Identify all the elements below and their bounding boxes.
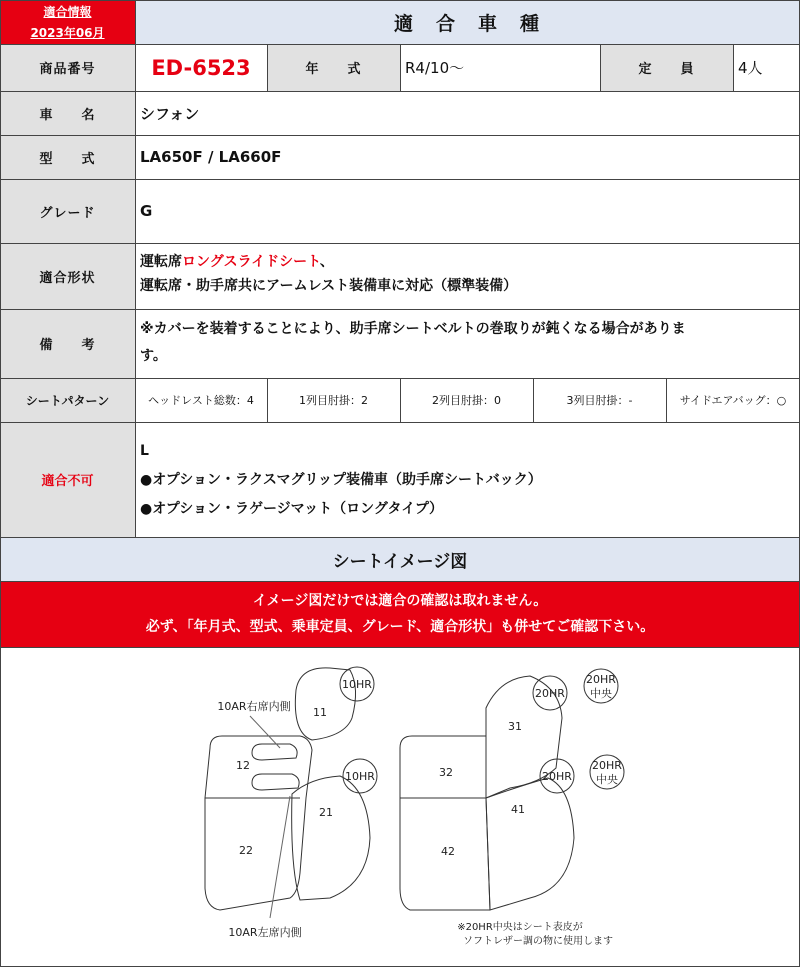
product-code-label: 商品番号 — [0, 44, 135, 91]
capacity-value: 4人 — [738, 59, 763, 77]
rear-seat — [400, 669, 624, 910]
grade-value: G — [140, 202, 153, 220]
incompatible-line2: ●オプション・ラクスマグリップ装備車（助手席シートバック） — [140, 472, 542, 488]
seat-diagram — [0, 648, 800, 966]
pattern-side-airbag: サイドエアバッグ：○ — [679, 394, 787, 407]
shape-post: 、 — [319, 254, 334, 270]
pattern-row1-armrest: 1列目肘掛：2 — [299, 394, 368, 407]
rear-center1b: 中央 — [590, 687, 612, 700]
warning-banner — [0, 581, 800, 647]
front-n21: 21 — [319, 806, 333, 819]
rear-n32: 32 — [439, 766, 453, 779]
front-n22: 22 — [239, 844, 253, 857]
shape-line1 — [140, 250, 790, 274]
product-code: ED-6523 — [151, 55, 251, 80]
rear-note1: ※20HR中央はシート表皮が — [457, 922, 583, 933]
rear-center2b: 中央 — [596, 773, 618, 786]
incompatible-value — [140, 437, 795, 524]
rear-hr1-label: 20HR — [535, 687, 565, 700]
front-hr2-label: 10HR — [345, 770, 375, 783]
remarks-line1: ※カバーを装着することにより、助手席シートベルトの巻取りが鈍くなる場合がありま — [140, 321, 686, 337]
shape-label: 適合形状 — [0, 243, 135, 309]
capacity-label: 定 員 — [600, 44, 733, 91]
front-n12: 12 — [236, 759, 250, 772]
front-n11: 11 — [313, 706, 327, 719]
shape-pre: 運転席 — [140, 254, 182, 270]
front-ar-left: 10AR左席内側 — [228, 926, 302, 939]
pattern-headrest: ヘッドレスト総数：4 — [148, 394, 254, 407]
shape-line2: 運転席・助手席共にアームレスト装備車に対応（標準装備） — [140, 278, 518, 294]
incompatible-label: 適合不可 — [0, 422, 135, 537]
rear-cushion-41 — [486, 778, 574, 910]
rear-n42: 42 — [441, 845, 455, 858]
rear-note2: ソフトレザー調の物に使用します — [463, 936, 613, 947]
pattern-label: シートパターン — [0, 378, 135, 422]
rear-center1a: 20HR — [586, 673, 616, 686]
year-label: 年 式 — [267, 44, 400, 91]
front-cushion-21 — [292, 776, 370, 900]
badge-line2: 2023年06月 — [30, 26, 105, 40]
front-ar-right: 10AR右席内側 — [217, 700, 291, 713]
car-name-value: シフォン — [140, 104, 200, 123]
warning-line1: イメージ図だけでは適合の確認は取れません。 — [252, 593, 548, 609]
model-label: 型 式 — [0, 135, 135, 179]
page-title: 適 合 車 種 — [135, 0, 800, 44]
pattern-row3-armrest: 3列目肘掛：- — [566, 394, 633, 407]
rear-n31: 31 — [508, 720, 522, 733]
model-value: LA650F / LA660F — [140, 148, 282, 166]
badge-line1: 適合情報 — [43, 5, 92, 19]
long-slide-seat: ロングスライドシート — [182, 254, 320, 270]
armrest-left — [252, 774, 299, 790]
front-hr1-label: 10HR — [342, 678, 372, 691]
car-name-label: 車 名 — [0, 91, 135, 135]
incompatible-line1: L — [140, 443, 149, 459]
remarks-line2: す。 — [140, 348, 167, 364]
rear-n41: 41 — [511, 803, 525, 816]
remarks-value — [140, 316, 798, 370]
date-badge — [0, 0, 135, 44]
pattern-row2-armrest: 2列目肘掛：0 — [432, 394, 501, 407]
incompatible-line3: ●オプション・ラゲージマット（ロングタイプ） — [140, 501, 443, 517]
warning-line2: 必ず、「年月式、型式、乗車定員、グレード、適合形状」も併せてご確認下さい。 — [145, 619, 655, 635]
seat-image-title: シートイメージ図 — [0, 537, 800, 581]
grade-label: グレード — [0, 179, 135, 243]
rear-center2a: 20HR — [592, 759, 622, 772]
armrest-right — [252, 744, 297, 760]
shape-value — [140, 250, 790, 298]
year-value: R4/10〜 — [405, 59, 465, 77]
rear-hr2-label: 20HR — [542, 770, 572, 783]
remarks-label: 備 考 — [0, 309, 135, 378]
